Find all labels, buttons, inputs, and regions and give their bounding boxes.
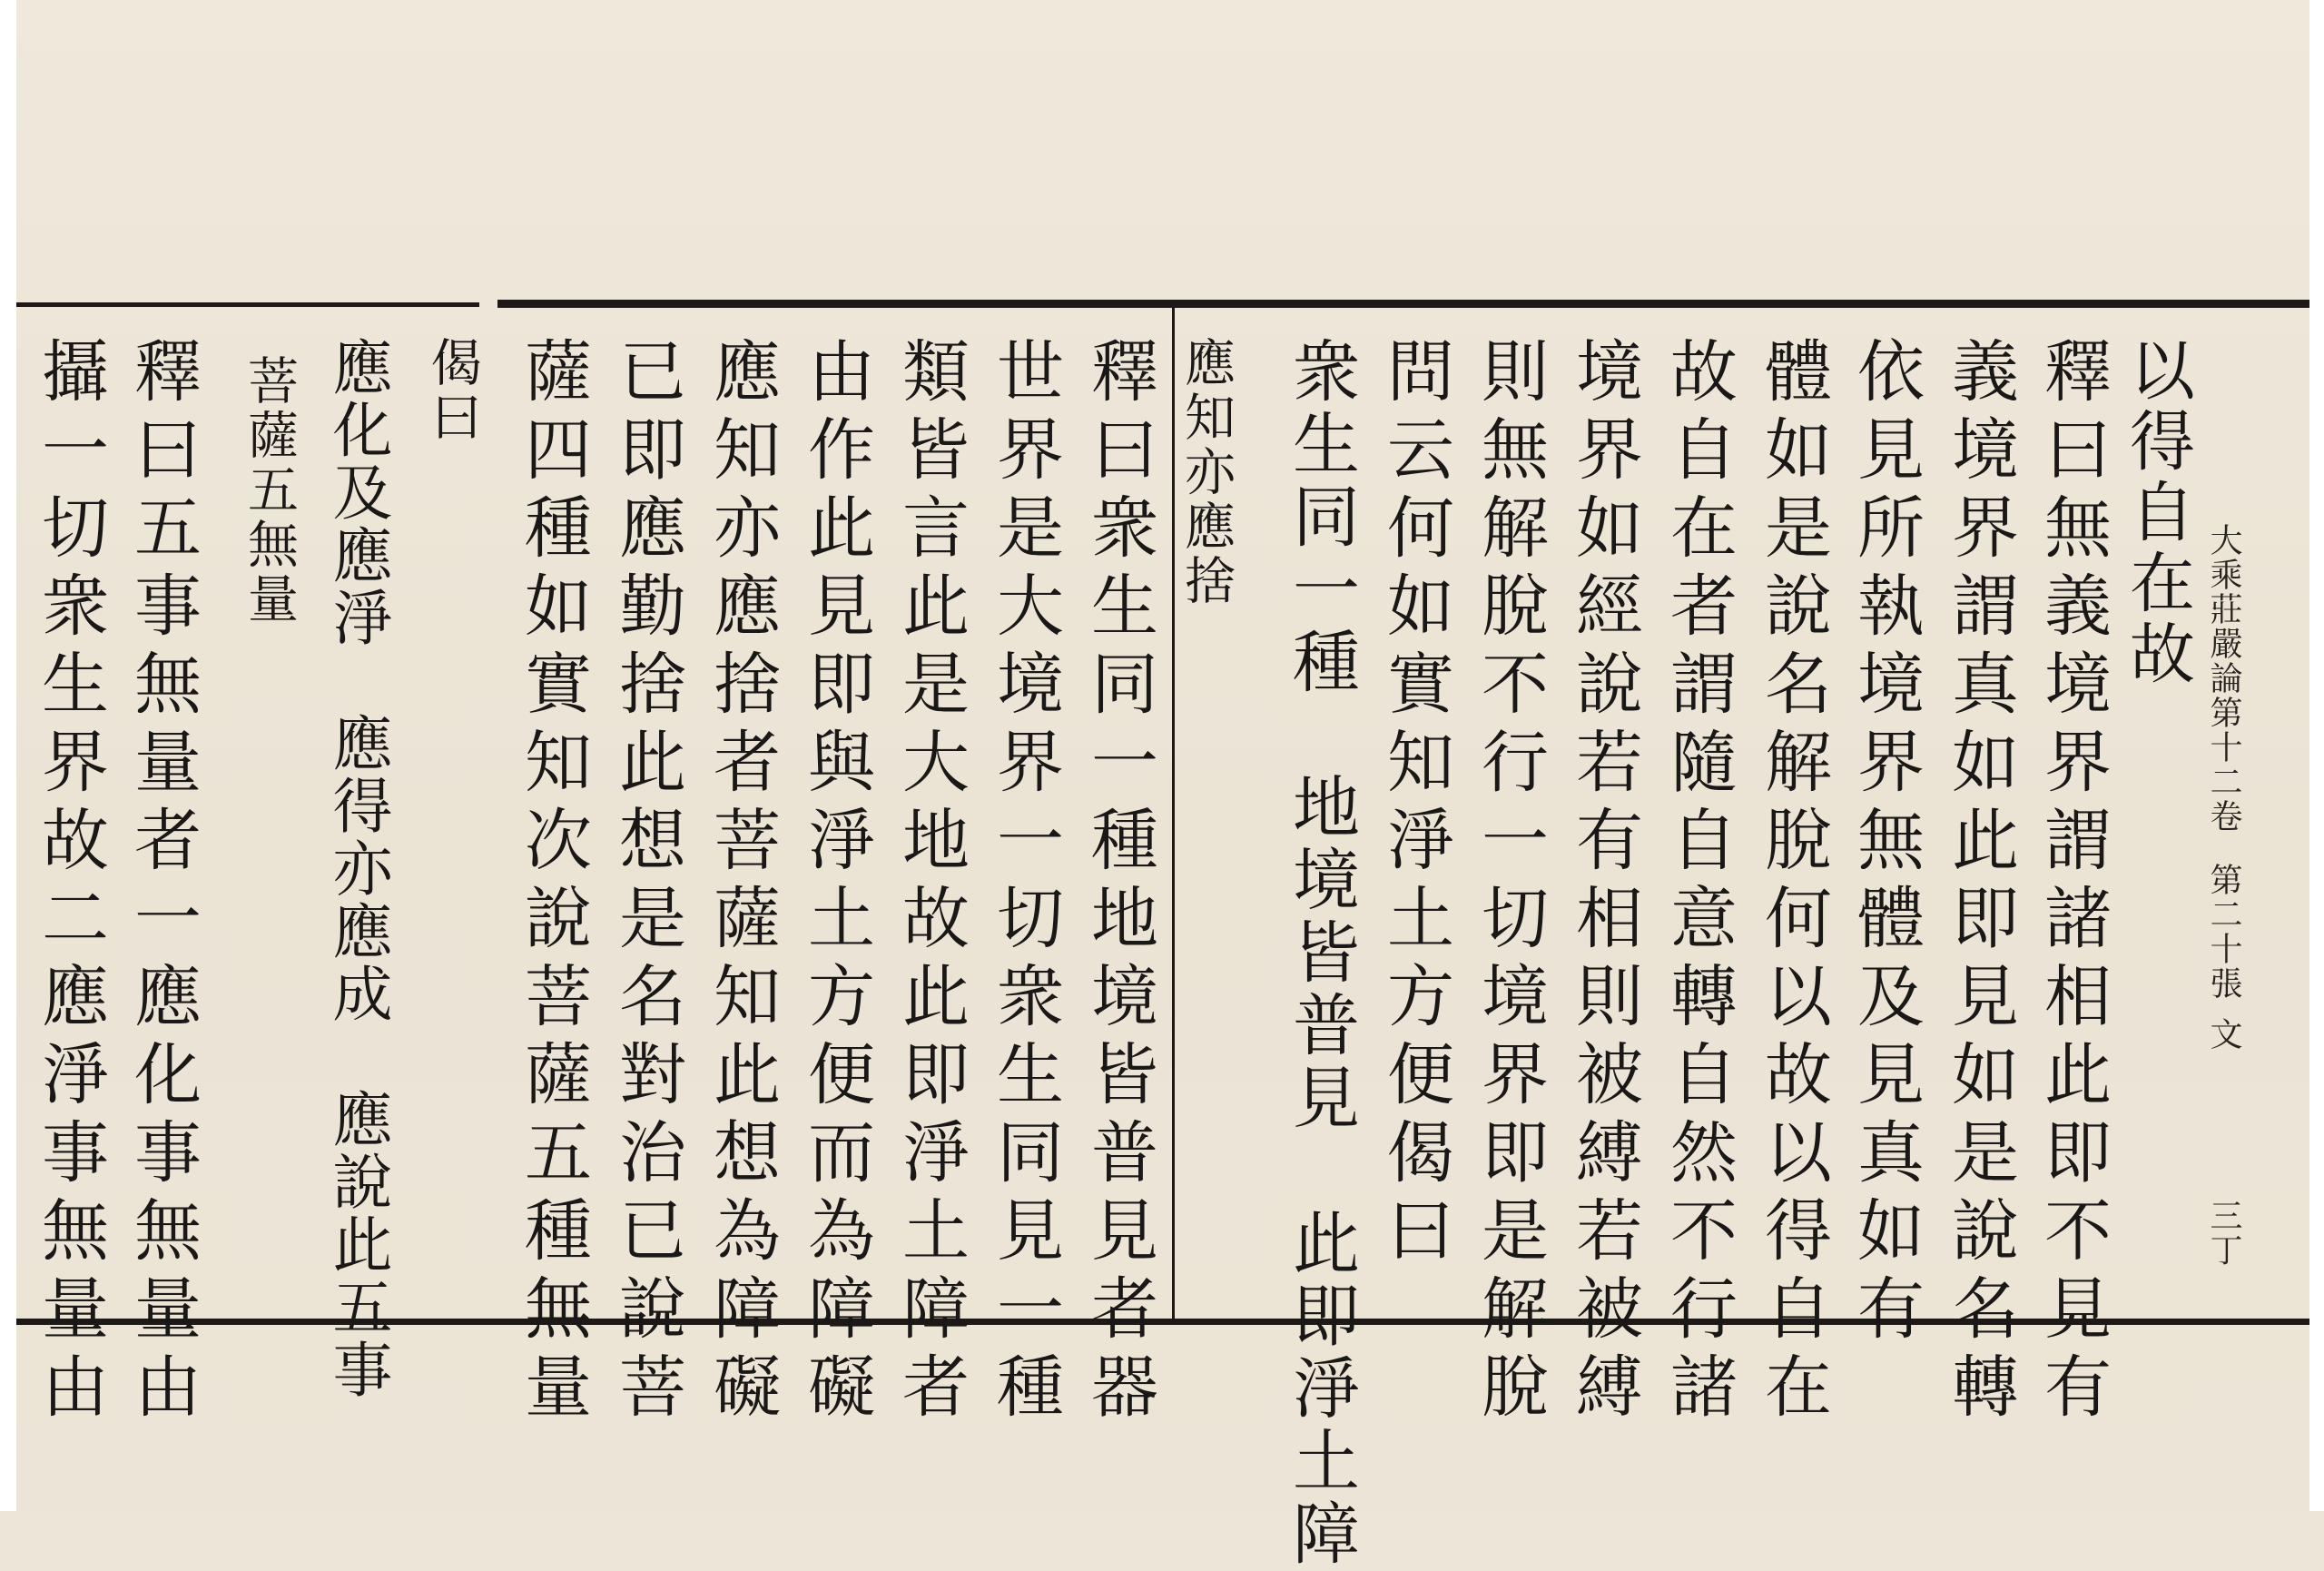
text-column-11: 應知亦應捨: [1177, 336, 1236, 608]
text-column-1: 以得自在故: [2119, 336, 2195, 690]
text-column-3: 義境界謂真如此即見如是說名轉: [1941, 336, 2019, 1429]
margin-leaf-number: 第二十張: [2205, 863, 2242, 1001]
top-border-rule-left: [16, 302, 479, 307]
text-column-7: 境界如經說若有相則被縛若被縛: [1565, 336, 1643, 1429]
column-divider-rule: [1172, 307, 1175, 1319]
text-column-8: 則無解脫不行一切境界即是解脫: [1471, 336, 1549, 1429]
text-column-23: 攝一切衆生界故二應淨事無量由: [31, 336, 109, 1429]
text-column-16: 應知亦應捨者菩薩知此想為障礙: [703, 336, 781, 1429]
right-scan-margin: [2309, 0, 2324, 1511]
text-column-14: 類皆言此是大地故此即淨土障者: [891, 336, 970, 1429]
text-column-5: 體如是說名解脫何以故以得自在: [1754, 336, 1832, 1429]
text-column-10: 衆生同一種 地境皆普見 此即淨土障: [1282, 336, 1360, 1571]
text-column-6: 故自在者謂隨自意轉自然不行諸: [1659, 336, 1738, 1429]
margin-page-mark: 三丁: [2205, 1199, 2242, 1268]
text-column-9: 問云何如實知淨土方便偈曰: [1376, 336, 1454, 1273]
text-column-20: 應化及應淨 應得亦應成 應說此五事: [322, 336, 392, 1401]
margin-book-title: 大乘莊嚴論第十二卷: [2205, 523, 2242, 834]
text-column-18: 薩四種如實知次說菩薩五種無量: [514, 336, 592, 1429]
top-border-rule: [497, 300, 2309, 308]
text-column-2: 釋曰無義境界謂諸相此即不見有: [2034, 336, 2112, 1429]
text-column-19: 偈曰: [423, 336, 482, 445]
margin-letter-mark: 文: [2205, 1017, 2242, 1052]
text-column-4: 依見所執境界無體及見真如有: [1846, 336, 1925, 1351]
left-scan-margin: [0, 0, 16, 1511]
text-column-17: 已即應勤捨此想是名對治已說菩: [608, 336, 686, 1429]
text-column-15: 由作此見即與淨土方便而為障礙: [797, 336, 875, 1429]
text-column-12: 釋曰衆生同一種地境皆普見者器: [1080, 336, 1158, 1429]
text-column-21: 菩薩五無量: [240, 354, 299, 627]
text-column-22: 釋曰五事無量者一應化事無量由: [123, 336, 202, 1429]
text-column-13: 世界是大境界一切衆生同見一種: [986, 336, 1064, 1429]
